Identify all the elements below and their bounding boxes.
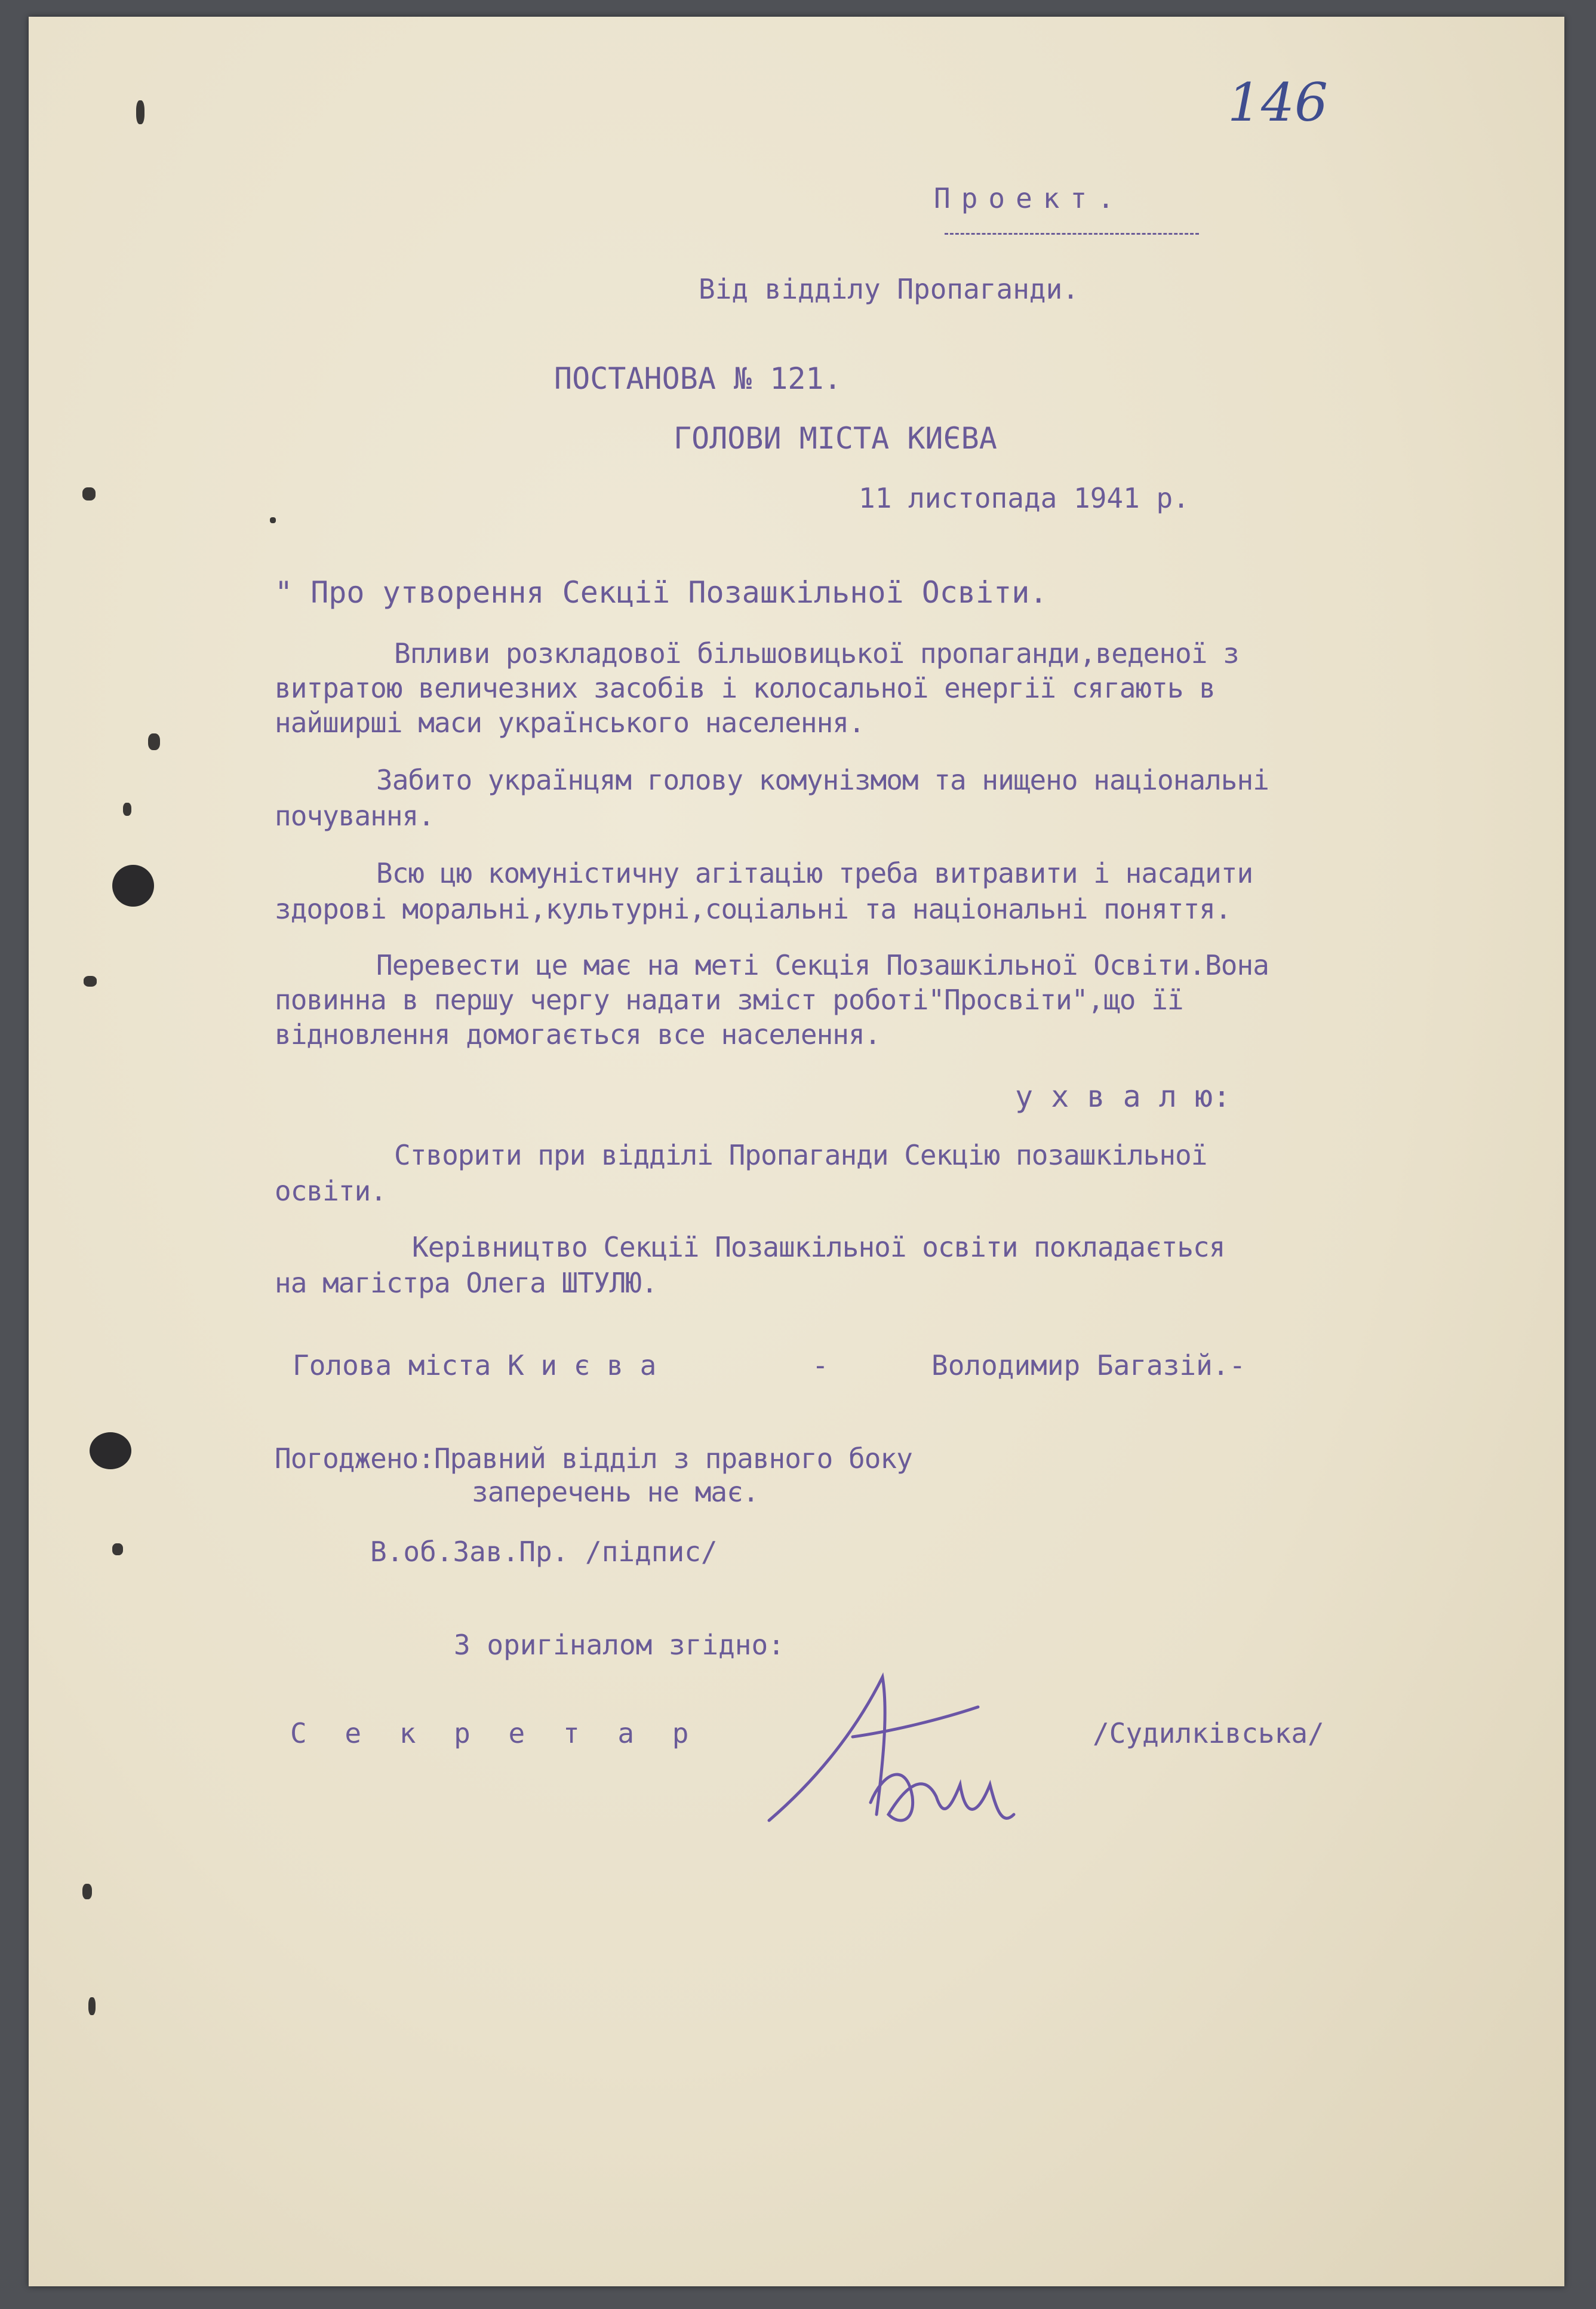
approval-line-2: заперечень не має. (472, 1476, 759, 1508)
paragraph-1-line-1: Впливи розкладової більшовицької пропаганди,веденої з (394, 637, 1239, 670)
decree-2-line-1: Керівництво Секції Позашкільної освіти покладається (412, 1231, 1225, 1263)
decree-2-line-2: на магістра Олега ШТУЛЮ. (275, 1267, 657, 1299)
binding-mark (123, 803, 131, 816)
punch-hole (90, 1432, 131, 1469)
signatory-dash: - (812, 1349, 829, 1381)
department-line: Від відділу Пропаганди. (699, 273, 1079, 305)
binding-mark (82, 487, 96, 501)
binding-mark (88, 1997, 96, 2015)
binding-mark (112, 1543, 123, 1555)
certification-original: З оригіналом згідно: (454, 1629, 785, 1661)
binding-mark (84, 976, 97, 987)
approval-line-1: Погоджено:Правний відділ з правного боку (275, 1442, 912, 1475)
paragraph-4-line-2: повинна в першу чергу надати зміст роботі"Просвіти",що її (275, 984, 1183, 1016)
signatory-name: Володимир Багазій.- (931, 1349, 1246, 1381)
paragraph-4-line-3: відновлення домогається все населення. (275, 1018, 881, 1051)
paragraph-1-line-2: витратою величезних засобів і колосальної енергії сягають в (275, 672, 1215, 704)
draft-label: Проект. (934, 182, 1125, 214)
paragraph-3-line-1: Всю цю комуністичну агітацію треба витравити і насадити (376, 857, 1253, 889)
issuer-line: ГОЛОВИ МІСТА КИЄВА (674, 421, 997, 456)
binding-mark (136, 100, 144, 124)
paragraph-3-line-2: здорові моральні,культурні,соціальні та національні поняття. (275, 893, 1231, 925)
approval-line-3: В.об.Зав.Пр. /підпис/ (370, 1536, 718, 1568)
binding-mark (270, 517, 276, 523)
punch-hole (112, 865, 154, 907)
secretary-name: /Судилківська/ (1093, 1717, 1324, 1749)
decree-1-line-2: освіти. (275, 1175, 386, 1207)
document-page (29, 17, 1564, 2286)
subject-line: " Про утворення Секції Позашкільної Освіти. (275, 575, 1048, 610)
paragraph-4-line-1: Перевести це має на меті Секція Позашкільної Освіти.Вона (376, 949, 1269, 981)
handwritten-signature (763, 1665, 1044, 1844)
paragraph-1-line-3: найширші маси українського населення. (275, 707, 865, 739)
resolution-title: ПОСТАНОВА № 121. (554, 361, 842, 396)
secretary-label: С е к р е т а р (290, 1717, 700, 1749)
decree-1-line-1: Створити при відділі Пропаганди Секцію позашкільної (394, 1139, 1207, 1171)
paragraph-2-line-1: Забито українцям голову комунізмом та нищено національні (376, 764, 1269, 796)
binding-mark (148, 733, 160, 750)
paragraph-2-line-2: почування. (275, 800, 434, 832)
date-line: 11 листопада 1941 р. (859, 482, 1189, 514)
decree-heading: у х в а л ю: (1015, 1079, 1231, 1114)
binding-mark (82, 1884, 92, 1899)
draft-underline (945, 233, 1199, 235)
signatory-role: Голова міста К и є в а (293, 1349, 657, 1381)
page-number: 146 (1228, 72, 1328, 133)
